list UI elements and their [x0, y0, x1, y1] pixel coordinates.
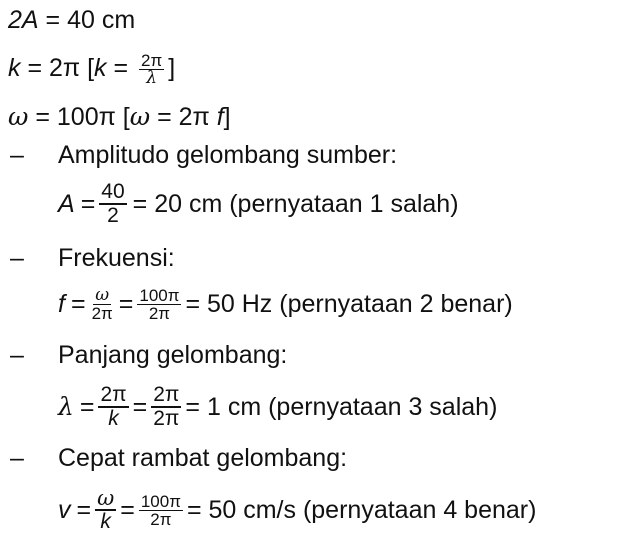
fraction-numerator: 100π [140, 491, 181, 511]
eq-sign: = [80, 190, 96, 218]
item-heading-wave-speed: Cepat rambat gelombang: [58, 444, 348, 472]
equation-wavelength [58, 383, 497, 431]
eq-result: = 1 cm (pernyataan 3 salah) [185, 393, 498, 421]
fraction-denominator: 2 [107, 204, 119, 227]
fraction-denominator: 2π [91, 303, 113, 323]
item-heading-wavelength: Panjang gelombang: [58, 341, 288, 369]
eq-sign: = 2π [150, 103, 217, 131]
fraction-denominator: 2π [153, 407, 180, 430]
fraction-denominator: 2π [150, 509, 172, 529]
bullet-dash: – [10, 341, 24, 369]
eq-lhs: ω [8, 102, 29, 131]
eq-result: = 50 Hz (pernyataan 2 benar) [185, 290, 513, 318]
eq-value: = 100π [ [28, 103, 130, 131]
fraction-numerator: ω [97, 486, 115, 510]
eq-lhs: λ [58, 392, 74, 421]
equation-double-amplitude [8, 5, 135, 35]
fraction-denominator: 2π [148, 303, 170, 323]
eq-result: = 20 cm (pernyataan 1 salah) [132, 190, 459, 218]
fraction-numerator: 100π [139, 285, 180, 305]
bullet-dash: – [10, 444, 24, 472]
eq-lhs: k [8, 54, 21, 83]
eq-lhs: 2A [8, 6, 39, 34]
eq-sign: = [106, 54, 136, 83]
fraction-denominator: k [100, 510, 111, 533]
eq-sign: = [118, 290, 134, 318]
equation-angular-frequency [8, 102, 231, 132]
eq-f-symbol: f [216, 103, 224, 131]
fraction-numerator: ω [95, 284, 110, 305]
eq-value: = 2π [ [20, 54, 95, 83]
equation-wave-number [8, 52, 175, 87]
fraction-numerator: 2π [141, 51, 163, 70]
fraction-omega-over-k [95, 487, 116, 533]
fraction-2pi-over-lambda [139, 52, 164, 87]
fraction-numerator: 40 [101, 180, 125, 203]
fraction-numerator: 2π [100, 383, 127, 406]
eq-sign: = [132, 393, 148, 421]
eq-value: = 40 cm [38, 6, 136, 34]
fraction-2pi-over-k [98, 384, 128, 430]
fraction-100pi-over-2pi [139, 493, 183, 528]
eq-sign: = [120, 496, 135, 524]
eq-sign: = [79, 393, 95, 421]
eq-lhs: f [58, 290, 65, 318]
fraction-40-over-2 [99, 181, 126, 227]
eq-lhs-bracket: k [94, 54, 107, 83]
bracket-close: ] [168, 54, 176, 83]
fraction-numerator: 2π [153, 383, 180, 406]
eq-lhs-bracket: ω [129, 102, 151, 131]
eq-lhs: A [58, 190, 75, 218]
eq-lhs: v [58, 496, 71, 524]
eq-sign: = [70, 290, 86, 318]
equation-amplitude [58, 180, 459, 228]
bullet-dash: – [10, 244, 24, 272]
equation-frequency [58, 280, 513, 328]
fraction-denominator: λ [146, 68, 158, 88]
fraction-denominator: k [108, 407, 119, 430]
bullet-dash: – [10, 141, 24, 169]
equation-wave-speed [58, 485, 536, 535]
bracket-close: ] [223, 103, 231, 131]
fraction-100pi-over-2pi [137, 287, 181, 322]
fraction-omega-over-2pi [90, 284, 115, 323]
eq-sign: = [76, 496, 92, 524]
item-heading-amplitude: Amplitudo gelombang sumber: [58, 141, 398, 169]
item-heading-frequency: Frekuensi: [58, 244, 175, 272]
eq-result: = 50 cm/s (pernyataan 4 benar) [186, 496, 537, 524]
fraction-2pi-over-2pi [151, 384, 181, 430]
